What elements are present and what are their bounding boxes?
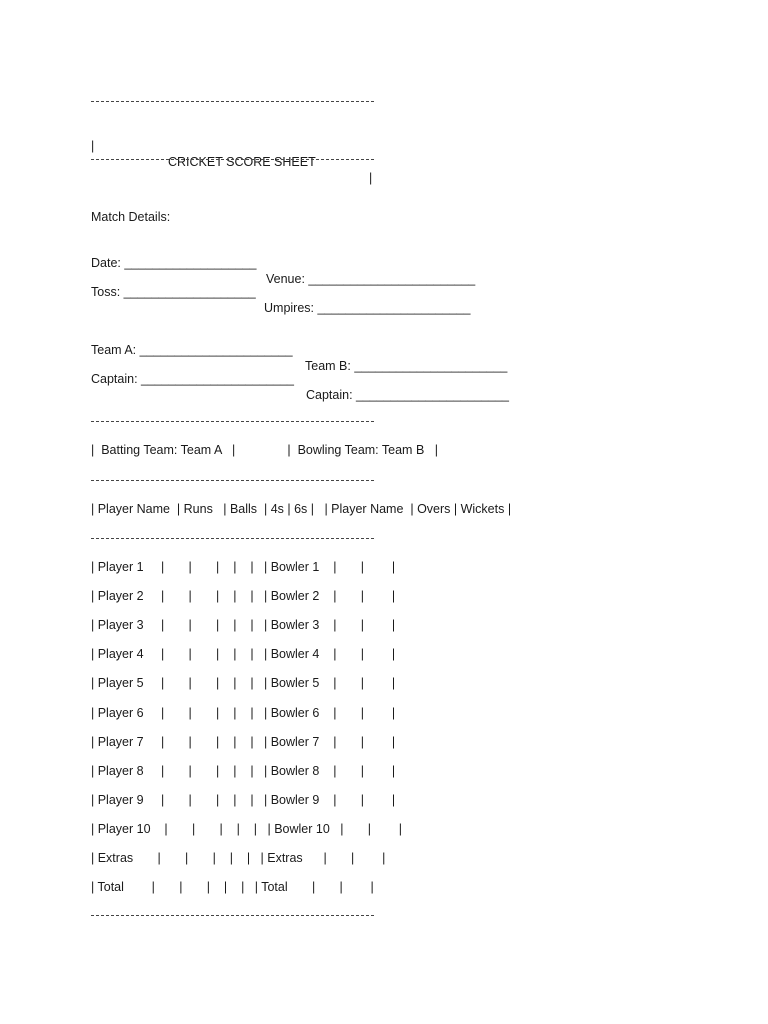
- table-row[interactable]: | Player 6 | | | | | | Bowler 6 | | |: [91, 706, 396, 720]
- extras-row[interactable]: | Extras | | | | | | Extras | | |: [91, 851, 386, 865]
- captain-a-field[interactable]: Captain: ______________________: [91, 372, 294, 386]
- title-row: [91, 122, 391, 202]
- table-row[interactable]: | Player 7 | | | | | | Bowler 7 | | |: [91, 735, 396, 749]
- captain-b-field[interactable]: Captain: ______________________: [306, 388, 509, 402]
- teams-divider-top: [91, 421, 374, 422]
- title-bar-left: |: [91, 139, 95, 153]
- captains-row: [91, 355, 541, 419]
- column-headers-row: | Player Name | Runs | Balls | 4s | 6s | | Player Name | Overs | Wickets |: [91, 502, 512, 516]
- toss-umpires-row: [91, 268, 541, 332]
- team-b-field[interactable]: Team B: ______________________: [305, 359, 508, 373]
- page-title: CRICKET SCORE SHEET: [168, 155, 316, 169]
- team-a-field[interactable]: Team A: ______________________: [91, 343, 293, 357]
- columns-divider: [91, 538, 374, 539]
- venue-field[interactable]: Venue: ________________________: [266, 272, 476, 286]
- table-row[interactable]: | Player 1 | | | | | | Bowler 1 | | |: [91, 560, 396, 574]
- table-row[interactable]: | Player 4 | | | | | | Bowler 4 | | |: [91, 647, 396, 661]
- table-row[interactable]: | Player 10 | | | | | | Bowler 10 | | |: [91, 822, 403, 836]
- table-row[interactable]: | Player 8 | | | | | | Bowler 8 | | |: [91, 764, 396, 778]
- table-row[interactable]: | Player 3 | | | | | | Bowler 3 | | |: [91, 618, 396, 632]
- teams-divider-bottom: [91, 480, 374, 481]
- table-row[interactable]: | Player 9 | | | | | | Bowler 9 | | |: [91, 793, 396, 807]
- table-row[interactable]: | Player 2 | | | | | | Bowler 2 | | |: [91, 589, 396, 603]
- title-bar-right: |: [369, 171, 373, 185]
- bottom-divider: [91, 915, 374, 916]
- title-divider: [91, 159, 374, 160]
- total-row[interactable]: | Total | | | | | | Total | | |: [91, 880, 374, 894]
- top-divider: [91, 101, 374, 102]
- toss-field[interactable]: Toss: ___________________: [91, 285, 256, 299]
- batting-bowling-teams-row: | Batting Team: Team A | | Bowling Team: Team B |: [91, 443, 438, 457]
- table-row[interactable]: | Player 5 | | | | | | Bowler 5 | | |: [91, 676, 396, 690]
- date-field[interactable]: Date: ___________________: [91, 256, 257, 270]
- match-details-heading: Match Details:: [91, 210, 171, 224]
- umpires-field[interactable]: Umpires: ______________________: [264, 301, 471, 315]
